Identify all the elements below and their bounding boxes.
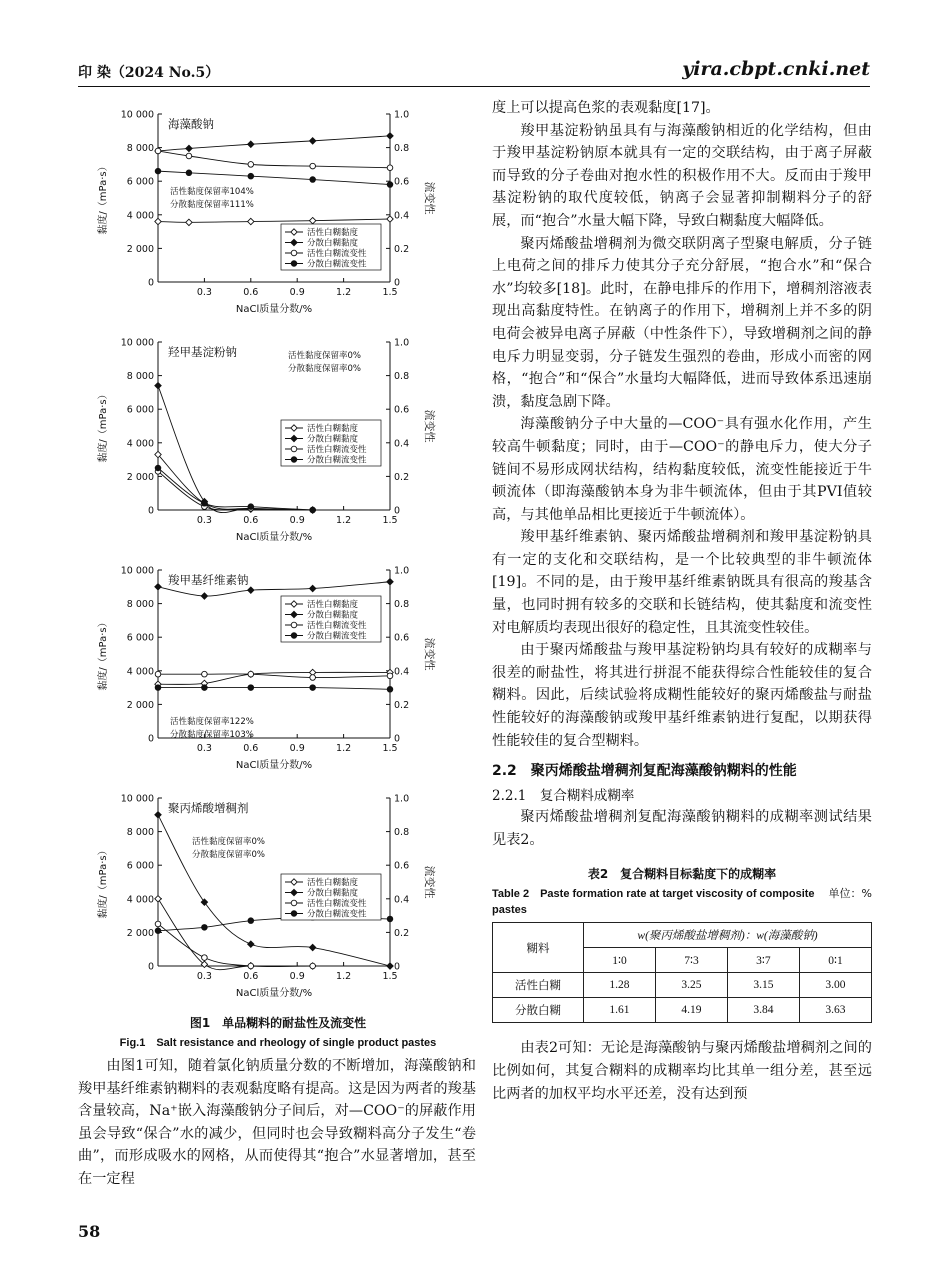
legend-label: 活性白糊黏度 [307, 424, 359, 435]
data-point [310, 675, 316, 681]
data-point [155, 584, 161, 590]
x-tick-label: 0.6 [243, 743, 259, 754]
chart-annotation: 分散黏度保留率0% [192, 850, 265, 860]
y2-tick-label: 0 [394, 961, 401, 973]
y-tick-label: 0 [147, 733, 154, 745]
legend-label: 分散白糊黏度 [307, 888, 359, 899]
legend-label: 分散白糊流变性 [307, 455, 367, 466]
x-tick-label: 0.9 [289, 515, 305, 526]
y2-tick-label: 0.8 [394, 143, 410, 155]
series-line [158, 687, 390, 689]
legend-marker [291, 446, 297, 452]
y-tick-label: 8 000 [126, 827, 154, 839]
series-3 [155, 469, 315, 513]
y-tick-label: 2 000 [126, 243, 154, 255]
y-tick-label: 4 000 [126, 438, 154, 450]
legend [281, 420, 381, 466]
x-tick-label: 1.5 [382, 287, 398, 298]
series-2 [155, 133, 393, 155]
data-point [387, 916, 393, 922]
series-line [158, 151, 390, 168]
paragraph: 由于聚丙烯酸盐与羧甲基淀粉钠均具有较好的成糊率与很差的耐盐性，将其进行拼混不能获得综合性能较佳的复合糊料。因此，后续试验将成糊性能较好的聚丙烯酸盐与耐盐性能较好的海藻酸钠或羧甲基纤维素钠进行复配，以期获得性能较佳的复合型糊料。 [492, 642, 872, 749]
y-tick-label: 2 000 [126, 927, 154, 939]
x-tick-label: 0.3 [196, 287, 212, 298]
y2-tick-label: 0.2 [394, 471, 410, 483]
y2-tick-label: 0 [394, 733, 401, 745]
y2-tick-label: 0.8 [394, 371, 410, 383]
chart-annotation: 分散黏度保留率111% [170, 200, 254, 210]
x-tick-label: 1.5 [382, 515, 398, 526]
data-point [387, 165, 393, 171]
left-column-text [78, 1055, 476, 1191]
section-heading-2-2-1: 2.2.1 复合糊料成糊率 [492, 788, 635, 805]
data-point [155, 685, 161, 691]
data-point [186, 153, 192, 159]
y-tick-label: 2 000 [126, 471, 154, 483]
y-tick-label: 6 000 [126, 176, 154, 188]
paragraph: 由表2可知：无论是海藻酸钠与聚丙烯酸盐增稠剂之间的比例如何，其复合糊料的成糊率均比其单一组分差，甚至远比两者的加权平均水平还差，没有达到预 [492, 1040, 872, 1102]
y-tick-label: 0 [147, 277, 154, 289]
data-point [310, 507, 316, 513]
y2-tick-label: 0.8 [394, 599, 410, 611]
y-tick-label: 6 000 [126, 404, 154, 416]
table-row-label: 活性白糊 [493, 973, 584, 998]
table-row [493, 998, 872, 1023]
series-line [158, 136, 390, 151]
legend [281, 224, 381, 270]
header-rule [78, 86, 870, 87]
legend-label: 分散白糊流变性 [307, 259, 367, 270]
chart-carboxymethyl-starch [78, 328, 478, 556]
chart-sodium-alginate [78, 100, 478, 328]
table-col-header: 3∶7 [727, 948, 799, 973]
table-row-header: 糊料 [493, 923, 584, 973]
data-point [248, 218, 254, 224]
chart-title: 羟甲基淀粉钠 [168, 345, 237, 359]
section-heading-2-2: 2.2 聚丙烯酸盐增稠剂复配海藻酸钠糊料的性能 [492, 763, 797, 780]
chart-annotation: 分散黏度保留率103% [170, 730, 254, 740]
data-point [202, 671, 208, 677]
legend-label: 活性白糊流变性 [307, 249, 367, 260]
data-point [248, 918, 254, 924]
paragraph: 海藻酸钠分子中大量的—COO⁻具有强水化作用，产生较高牛顿黏度；同时，由于—COO⁻的静电斥力，使大分子链间不易形成网状结构，结构黏度较低，流变性能接近于牛顿流体（即海藻酸钠本身为非牛顿流体，但由于其PVI值较高，与其他单品相比更接近于牛顿流体）。 [492, 416, 872, 523]
x-tick-label: 0.3 [196, 743, 212, 754]
y2-tick-label: 0.4 [394, 438, 410, 450]
journal-header: 印 染（2024 No.5） [78, 65, 220, 81]
series-3 [155, 921, 315, 969]
y2-axis-title: 流变性 [423, 865, 436, 899]
x-tick-label: 1.5 [382, 971, 398, 982]
data-point [387, 216, 393, 222]
data-point [155, 148, 161, 154]
data-point [202, 500, 208, 506]
figure-caption-cn: 图1 单品糊料的耐盐性及流变性 [189, 1016, 367, 1030]
paragraph: 度上可以提高色浆的表观黏度[17]。 [492, 100, 720, 116]
data-point [310, 163, 316, 169]
data-point [248, 587, 254, 593]
legend-label: 活性白糊黏度 [307, 228, 359, 239]
table-col-header: 7∶3 [655, 948, 727, 973]
x-tick-label: 1.2 [336, 743, 352, 754]
legend-marker [291, 622, 297, 628]
table-unit: 单位：% [828, 887, 872, 901]
y-axis-title: 黏度/（mPa·s） [98, 845, 109, 919]
series-line [158, 471, 313, 510]
data-point [155, 921, 161, 927]
legend-marker [291, 250, 297, 256]
y-tick-label: 4 000 [126, 894, 154, 906]
table-cell: 1.61 [584, 998, 656, 1023]
data-point [248, 504, 254, 510]
data-point [387, 133, 393, 139]
data-point [309, 217, 315, 223]
table-caption-en-text: Table 2 Paste formation rate at target viscosity of composite pastes [492, 888, 815, 917]
figure-caption-en: Fig.1 Salt resistance and rheology of single product pastes [119, 1037, 437, 1049]
data-point [155, 465, 161, 471]
legend [281, 596, 381, 642]
table-row [493, 973, 872, 998]
data-point [309, 944, 315, 950]
x-tick-label: 0.9 [289, 743, 305, 754]
data-point [155, 812, 161, 818]
data-point [186, 145, 192, 151]
legend-marker [291, 911, 297, 917]
y-tick-label: 10 000 [120, 565, 154, 577]
table-cell: 4.19 [655, 998, 727, 1023]
data-point [155, 168, 161, 174]
y2-tick-label: 0.6 [394, 176, 410, 188]
legend-label: 分散白糊黏度 [307, 238, 359, 249]
y-tick-label: 4 000 [126, 666, 154, 678]
data-point [248, 671, 254, 677]
legend-label: 分散白糊流变性 [307, 631, 367, 642]
x-tick-label: 0.6 [243, 515, 259, 526]
x-axis-title: NaCl质量分数/% [235, 532, 313, 543]
x-tick-label: 1.2 [336, 971, 352, 982]
chart-polyacrylate [78, 784, 478, 1004]
y2-tick-label: 1.0 [394, 109, 410, 121]
chart-annotation: 活性黏度保留率0% [288, 351, 361, 361]
x-tick-label: 0.6 [243, 971, 259, 982]
data-point [310, 177, 316, 183]
paragraph: 羧甲基纤维素钠、聚丙烯酸盐增稠剂和羧甲基淀粉钠具有一定的支化和交联结构，是一个比较典型的非牛顿流体[19]。不同的是，由于羧甲基纤维素钠既具有很高的羧基含量，也同时拥有较多的交联和长链结构，使其黏度和流变性对电解质均表现出很好的稳定性，且其流变性较佳。 [492, 529, 872, 636]
x-tick-label: 1.5 [382, 743, 398, 754]
table-cell: 3.63 [799, 998, 871, 1023]
chart-title: 聚丙烯酸增稠剂 [168, 801, 249, 815]
y2-tick-label: 1.0 [394, 565, 410, 577]
data-point [248, 685, 254, 691]
table-cell: 3.00 [799, 973, 871, 998]
y-tick-label: 10 000 [120, 337, 154, 349]
series-line [158, 674, 390, 678]
data-point [309, 585, 315, 591]
legend-marker [291, 633, 297, 639]
data-point [310, 963, 316, 969]
chart-annotation: 活性黏度保留率104% [170, 187, 254, 197]
y2-tick-label: 1.0 [394, 793, 410, 805]
x-axis-title: NaCl质量分数/% [235, 760, 313, 771]
data-point [155, 896, 161, 902]
y-tick-label: 6 000 [126, 860, 154, 872]
data-point [202, 925, 208, 931]
chart-annotation: 活性黏度保留率122% [170, 717, 254, 727]
legend-label: 活性白糊黏度 [307, 878, 359, 889]
y-tick-label: 8 000 [126, 143, 154, 155]
series-line [158, 171, 390, 184]
data-point [155, 382, 161, 388]
y2-tick-label: 0.6 [394, 860, 410, 872]
x-axis-title: NaCl质量分数/% [235, 988, 313, 999]
legend-label: 活性白糊流变性 [307, 445, 367, 456]
series-4 [155, 168, 393, 187]
x-tick-label: 1.2 [336, 287, 352, 298]
y-tick-label: 0 [147, 961, 154, 973]
page-number: 58 [78, 1222, 101, 1241]
table-cell: 3.84 [727, 998, 799, 1023]
y-axis-title: 黏度/（mPa·s） [98, 161, 109, 235]
y2-tick-label: 0.4 [394, 666, 410, 678]
x-tick-label: 0.9 [289, 287, 305, 298]
x-tick-label: 0.3 [196, 971, 212, 982]
legend-label: 活性白糊黏度 [307, 600, 359, 611]
data-point [201, 593, 207, 599]
table-header-row [493, 923, 872, 948]
x-tick-label: 0.9 [289, 971, 305, 982]
data-point [309, 138, 315, 144]
paragraph: 羧甲基淀粉钠虽具有与海藻酸钠相近的化学结构，但由于羧甲基淀粉钠原本就具有一定的交联结构，由于离子屏蔽而导致的分子卷曲对抱水性的积极作用不大。反而由于羧甲基淀粉钠的取代度较低，钠离子会显著抑制糊料分子的舒展，而“抱合”水量大幅下降，导致白糊黏度大幅降低。 [492, 122, 872, 229]
paragraph: 聚丙烯酸盐增稠剂复配海藻酸钠糊料的成糊率测试结果见表2。 [492, 809, 872, 848]
table-col-header: 0∶1 [799, 948, 871, 973]
data-point [202, 685, 208, 691]
data-point [387, 182, 393, 188]
y2-tick-label: 0 [394, 505, 401, 517]
data-point [202, 955, 208, 961]
y2-tick-label: 0.2 [394, 699, 410, 711]
y-tick-label: 8 000 [126, 371, 154, 383]
series-3 [155, 148, 393, 170]
data-point [248, 141, 254, 147]
y-tick-label: 6 000 [126, 632, 154, 644]
table-caption-en [492, 886, 872, 918]
legend [281, 874, 381, 920]
data-point [248, 963, 254, 969]
data-point [387, 579, 393, 585]
data-point [155, 928, 161, 934]
data-point [186, 219, 192, 225]
series-line [158, 219, 390, 222]
data-point [387, 963, 393, 969]
paragraph: 由图1可知，随着氯化钠质量分数的不断增加，海藻酸钠和羧甲基纤维素钠糊料的表观黏度略有提高。这是因为两者的羧基含量较高，Na⁺嵌入海藻酸钠分子间后，对—COO⁻的屏蔽作用虽会导致“保合”水的减少，但同时也会导致糊料高分子发生“卷曲”，而形成吸水的网格，从而使得其“抱合”水显著增加，甚至在一定程 [78, 1058, 476, 1187]
data-point [248, 162, 254, 168]
y2-tick-label: 0.6 [394, 404, 410, 416]
legend-label: 活性白糊流变性 [307, 899, 367, 910]
table-group-header: w(聚丙烯酸盐增稠剂)：w(海藻酸钠) [584, 923, 872, 948]
data-point [186, 170, 192, 176]
table-col-header: 1∶0 [584, 948, 656, 973]
series-line [158, 924, 313, 967]
y2-tick-label: 0.6 [394, 632, 410, 644]
y2-tick-label: 0.8 [394, 827, 410, 839]
data-point [155, 218, 161, 224]
chart-title: 海藻酸钠 [168, 117, 214, 131]
y2-tick-label: 0.4 [394, 210, 410, 222]
series-4 [155, 685, 393, 692]
legend-marker [291, 261, 297, 267]
legend-label: 分散白糊黏度 [307, 434, 359, 445]
data-point [155, 671, 161, 677]
chart-title: 羧甲基纤维素钠 [168, 573, 249, 587]
y-tick-label: 10 000 [120, 793, 154, 805]
y-tick-label: 0 [147, 505, 154, 517]
y2-tick-label: 0 [394, 277, 401, 289]
legend-label: 分散白糊流变性 [307, 909, 367, 920]
y-tick-label: 2 000 [126, 699, 154, 711]
series-1 [155, 669, 393, 687]
journal-site-url[interactable]: yira.cbpt.cnki.net [682, 58, 870, 80]
data-point [387, 686, 393, 692]
table-cell: 3.25 [655, 973, 727, 998]
table-caption-cn: 表2 复合糊料目标黏度下的成糊率 [587, 867, 777, 882]
legend-marker [291, 457, 297, 463]
data-point [248, 941, 254, 947]
y2-axis-title: 流变性 [423, 181, 436, 215]
y-tick-label: 4 000 [126, 210, 154, 222]
paragraph: 聚丙烯酸盐增稠剂为微交联阴离子型聚电解质，分子链上电荷之间的排斥力使其分子充分舒展，“抱合水”和“保合水”均较多[18]。此时，在静电排斥的作用下，增稠剂溶液表现出高黏度特性。在钠离子的作用下，增稠剂上并不多的阴电荷会被异电离子屏蔽（中性条件下），导致增稠剂之间的静电斥力明显变弱，分子链发生强烈的卷曲，形成小而密的网格，“抱合”和“保合”水量均大幅降低，进而导致体系迅速崩溃，黏度急剧下降。 [492, 235, 872, 410]
legend-label: 分散白糊黏度 [307, 610, 359, 621]
y-axis-title: 黏度/（mPa·s） [98, 389, 109, 463]
y-tick-label: 8 000 [126, 599, 154, 611]
table-cell: 3.15 [727, 973, 799, 998]
data-point [310, 685, 316, 691]
x-axis-title: NaCl质量分数/% [235, 304, 313, 315]
y2-tick-label: 0.4 [394, 894, 410, 906]
y-axis-title: 黏度/（mPa·s） [98, 617, 109, 691]
x-tick-label: 0.3 [196, 515, 212, 526]
chart-cmc [78, 556, 478, 784]
series-line [158, 468, 313, 510]
y2-tick-label: 0.2 [394, 927, 410, 939]
chart-annotation: 活性黏度保留率0% [192, 837, 265, 847]
y2-axis-title: 流变性 [423, 409, 436, 443]
x-tick-label: 0.6 [243, 287, 259, 298]
right-column [492, 97, 872, 1105]
y2-axis-title: 流变性 [423, 637, 436, 671]
legend-marker [291, 900, 297, 906]
paste-formation-table [492, 922, 872, 1023]
table-row-label: 分散白糊 [493, 998, 584, 1023]
figure-1-charts [78, 100, 478, 1004]
chart-annotation: 分散黏度保留率0% [288, 364, 361, 374]
data-point [387, 673, 393, 679]
y2-tick-label: 0.2 [394, 243, 410, 255]
y-tick-label: 10 000 [120, 109, 154, 121]
data-point [248, 173, 254, 179]
legend-label: 活性白糊流变性 [307, 621, 367, 632]
table-cell: 1.28 [584, 973, 656, 998]
x-tick-label: 1.2 [336, 515, 352, 526]
data-point [201, 899, 207, 905]
y2-tick-label: 1.0 [394, 337, 410, 349]
